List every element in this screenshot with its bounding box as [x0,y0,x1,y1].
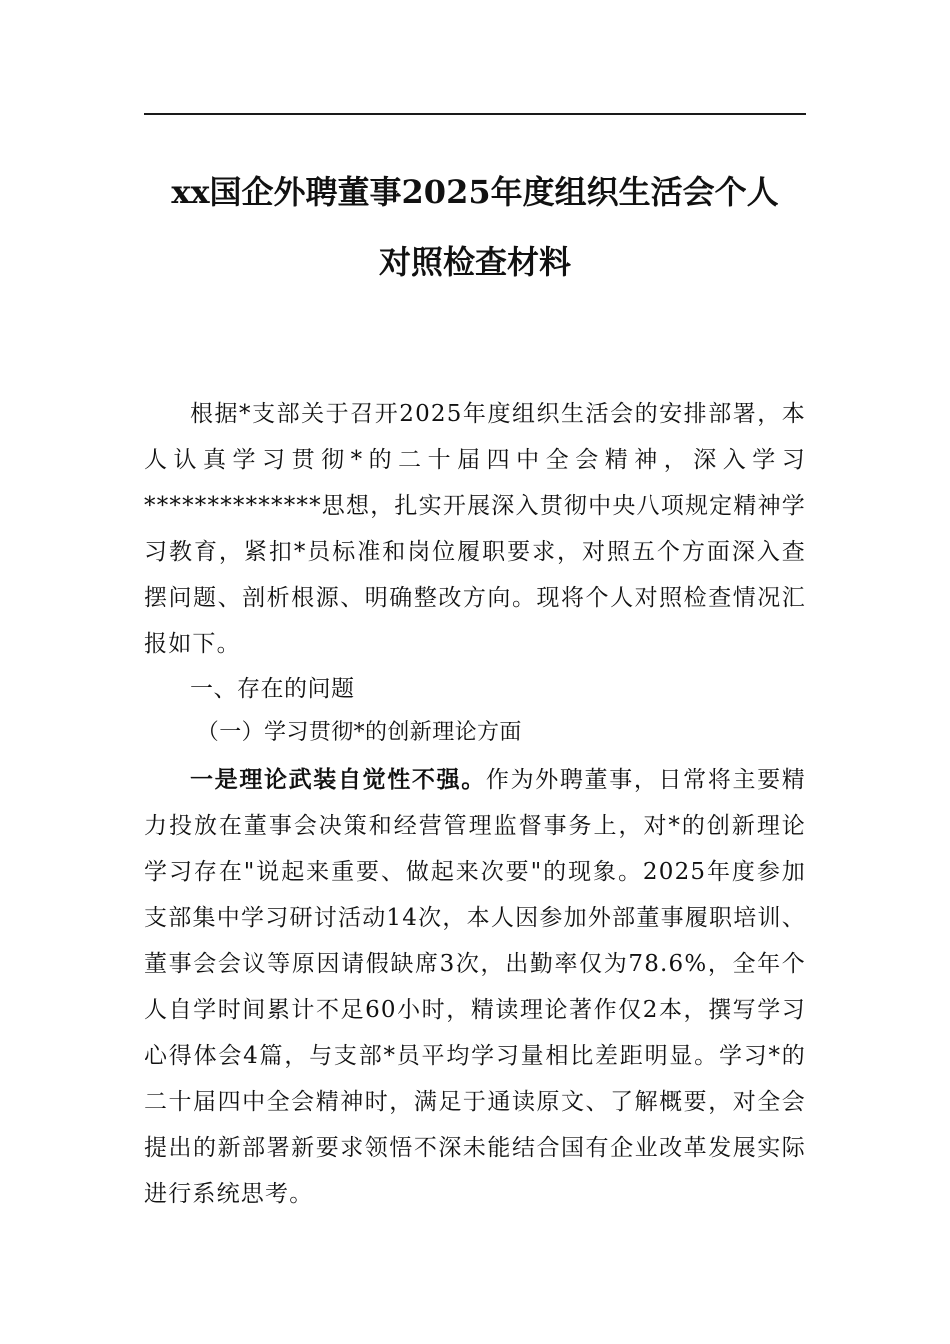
point1-paragraph [144,757,806,1217]
subsection-heading: （一）学习贯彻*的创新理论方面 [196,720,522,745]
point1-lead: 一是理论武装自觉性不强。 [190,767,486,793]
document-body [144,391,806,1217]
point1-text: 作为外聘董事，日常将主要精力投放在董事会决策和经营管理监督事务上，对*的创新理论学习存在"说起来重要、做起来次要"的现象。2025年度参加支部集中学习研讨活动14次，本人因参加外部董事履职培训、董事会会议等原因请假缺席3次，出勤率仅为78.6%，全年个人自学时间累计不足60小时，精读理论著作仅2本，撰写学习心得体会4篇，与支部*员平均学习量相比差距明显。学习*的二十届四中全会精神时，满足于通读原文、了解概要，对全会提出的新部署新要求领悟不深未能结合国有企业改革发展实际进行系统思考。 [144,767,806,1207]
document-title-line1: xx国企外聘董事2025年度组织生活会个人 [171,173,779,211]
intro-paragraph: 根据*支部关于召开2025年度组织生活会的安排部署，本人认真学习贯彻*的二十届四中全会精神，深入学习**************思想，扎实开展深入贯彻中央八项规定精神学习教育，紧扣*员标准和岗位履职要求，对照五个方面深入查摆问题、剖析根源、明确整改方向。现将个人对照检查情况汇报如下。 [144,401,806,657]
header-rule [144,113,806,115]
document-title-line2: 对照检查材料 [378,243,571,281]
section-heading: 一、存在的问题 [190,676,355,702]
